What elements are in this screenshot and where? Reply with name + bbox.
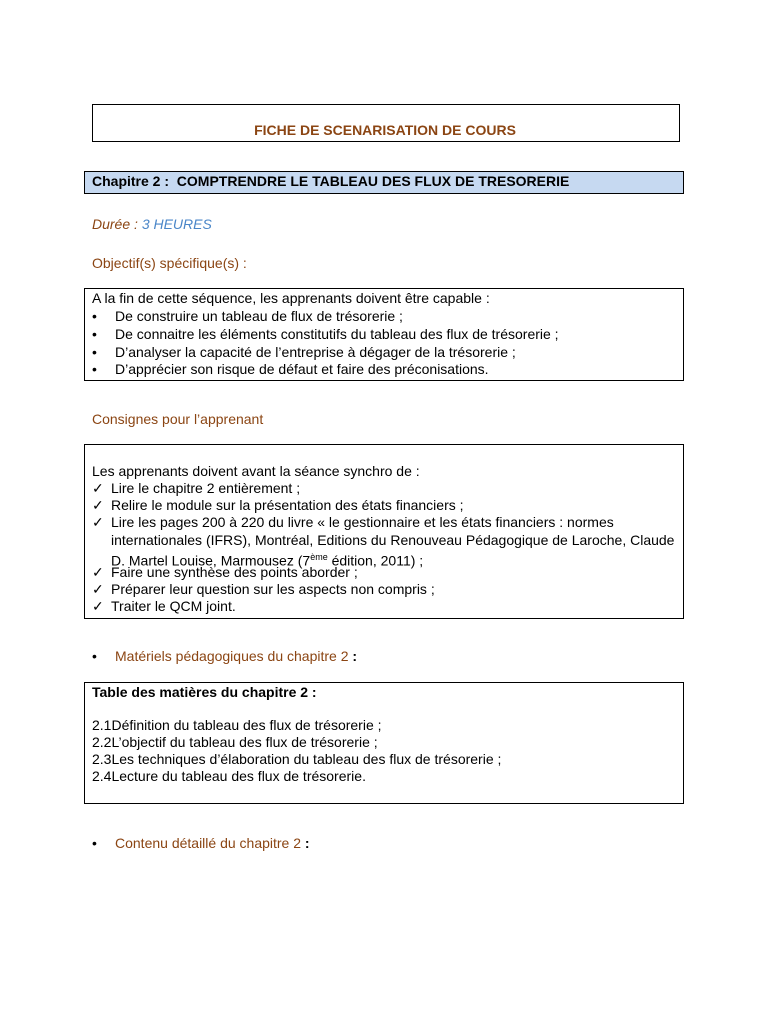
checkmark-icon: ✓ xyxy=(92,480,104,496)
checkmark-icon: ✓ xyxy=(92,598,104,614)
duration xyxy=(92,216,212,232)
instruction-text-part: édition, 2011) ; xyxy=(327,552,424,569)
instruction-text: Traiter le QCM joint. xyxy=(111,598,236,614)
instruction-text-part: Lire les pages 200 à 220 du livre « le gestionnaire et les états financiers : normes internationales (IFRS), Montréal, Editions du Renouveau Pédagogique de Laroche, Claude D. Martel Louise, Marmousez (7 xyxy=(111,514,675,569)
toc-text: Définition du tableau des flux de trésorerie ; xyxy=(111,717,382,733)
toc-text: Lecture du tableau des flux de trésorerie. xyxy=(111,768,366,784)
bullet-icon: • xyxy=(92,361,97,377)
objective-text: D’analyser la capacité de l’entreprise à dégager de la trésorerie ; xyxy=(115,344,516,360)
instructions-intro: Les apprenants doivent avant la séance synchro de : xyxy=(92,463,420,479)
toc-title: Table des matières du chapitre 2 : xyxy=(92,684,317,700)
toc-number: 2.3 xyxy=(92,751,112,767)
bullet-icon: • xyxy=(92,344,97,360)
content-colon: : xyxy=(304,835,310,851)
toc-item xyxy=(92,768,366,784)
chapter-title: Chapitre 2 : COMPTRENDRE LE TABLEAU DES FLUX DE TRESORERIE xyxy=(92,173,570,189)
bullet-icon: • xyxy=(92,835,97,851)
materials-label: Matériels pédagogiques du chapitre 2 xyxy=(115,648,349,664)
checkmark-icon: ✓ xyxy=(92,497,104,513)
bullet-icon: • xyxy=(92,308,97,324)
instruction-text: Faire une synthèse des points aborder ; xyxy=(111,564,358,580)
toc-item xyxy=(92,717,382,733)
instruction-text: Préparer leur question sur les aspects non compris ; xyxy=(111,581,435,597)
toc-item xyxy=(92,751,501,767)
duration-value: 3 HEURES xyxy=(141,216,212,232)
toc-item xyxy=(92,734,378,750)
objectives-intro: A la fin de cette séquence, les apprenants doivent être capable : xyxy=(92,290,490,306)
bullet-icon: • xyxy=(92,648,97,664)
checkmark-icon: ✓ xyxy=(92,564,104,580)
objective-text: De connaitre les éléments constitutifs du tableau des flux de trésorerie ; xyxy=(115,326,559,342)
instruction-text: Relire le module sur la présentation des états financiers ; xyxy=(111,497,464,513)
objective-text: D’apprécier son risque de défaut et faire des préconisations. xyxy=(115,361,489,377)
objectives-heading: Objectif(s) spécifique(s) : xyxy=(92,255,247,271)
document-title: FICHE DE SCENARISATION DE COURS xyxy=(254,122,516,138)
objective-text: De construire un tableau de flux de trésorerie ; xyxy=(115,308,403,324)
toc-text: Les techniques d’élaboration du tableau des flux de trésorerie ; xyxy=(111,751,502,767)
toc-number: 2.2 xyxy=(92,734,112,750)
checkmark-icon: ✓ xyxy=(92,581,104,597)
instruction-text xyxy=(111,514,686,570)
bullet-icon: • xyxy=(92,326,97,342)
toc-number: 2.4 xyxy=(92,768,112,784)
materials-colon: : xyxy=(352,648,358,664)
checkmark-icon: ✓ xyxy=(92,514,104,530)
superscript: ème xyxy=(310,552,328,562)
toc-text: L’objectif du tableau des flux de trésorerie ; xyxy=(111,734,378,750)
toc-number: 2.1 xyxy=(92,717,112,733)
instruction-text: Lire le chapitre 2 entièrement ; xyxy=(111,480,301,496)
instructions-heading: Consignes pour l’apprenant xyxy=(92,411,264,427)
content-label: Contenu détaillé du chapitre 2 xyxy=(115,835,302,851)
duration-label: Durée : xyxy=(92,216,138,232)
